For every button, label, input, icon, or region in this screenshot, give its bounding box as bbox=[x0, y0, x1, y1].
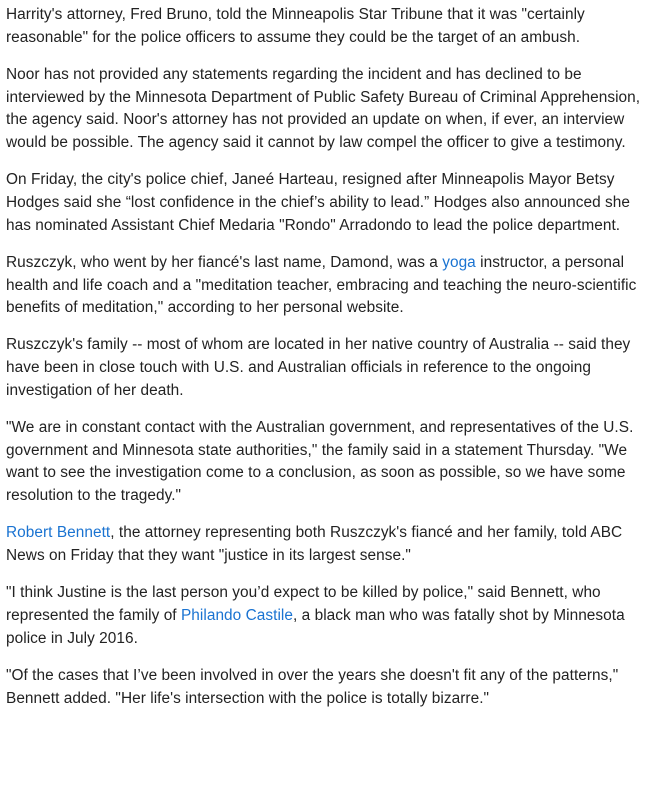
paragraph-bennett-quote bbox=[6, 582, 650, 650]
paragraph-text: , the attorney representing both Ruszczyk's fiancé and her family, told ABC News on Friday that they want "justice in its largest sense." bbox=[6, 524, 623, 565]
paragraph-text: "Of the cases that I’ve been involved in over the years she doesn't fit any of the patterns," Bennett added. "Her life's intersection with the police is totally bizarre." bbox=[6, 666, 619, 707]
paragraph-text: Noor has not provided any statements regarding the incident and has declined to be interviewed by the Minnesota Department of Public Safety Bureau of Criminal Apprehension, the agency said. Noor's attorney has not provided an update on when, if ever, an interview would be possible. The agency said it cannot by law compel the officer to give a testimony. bbox=[6, 65, 641, 152]
philando-castile-link[interactable]: Philando Castile bbox=[180, 606, 293, 624]
robert-bennett-link[interactable]: Robert Bennett bbox=[6, 524, 111, 542]
paragraph-text: Ruszczyk's family -- most of whom are located in her native country of Australia -- said they have been in close touch with U.S. and Australian officials in reference to the ongoing investigation of her death. bbox=[6, 336, 631, 399]
paragraph-text: Ruszczyk, who went by her fiancé's last name, Damond, was a bbox=[6, 253, 443, 271]
paragraph-text: "We are in constant contact with the Australian government, and representatives of the U.S. government and Minnesota state authorities," the family said in a statement Thursday. "We want to see the investigation come to a conclusion, as soon as possible, so we have some resolution to the tragedy." bbox=[6, 419, 634, 505]
paragraph-text: "I think Justine is the last person you’d expect to be killed by police," said Bennett, who represented the family of bbox=[6, 584, 601, 624]
paragraph-text: On Friday, the city's police chief, Janeé Harteau, resigned after Minneapolis Mayor Betsy Hodges said she “lost confidence in the chief’s ability to lead.” Hodges also announced she has nominated Assistant Chief Medaria "Rondo" Arradondo to lead the police department. bbox=[6, 171, 630, 234]
paragraph-family-statement bbox=[6, 417, 650, 508]
paragraph-text: instructor, a personal health and life coach and a "meditation teacher, embracing and teaching the neuro-scientific benefits of meditation," according to her personal website. bbox=[6, 253, 637, 317]
yoga-link[interactable]: yoga bbox=[442, 253, 476, 271]
paragraph-family-australia bbox=[6, 334, 650, 402]
paragraph-attorney-bruno bbox=[6, 4, 650, 49]
paragraph-text: Harrity's attorney, Fred Bruno, told the Minneapolis Star Tribune that it was "certainly reasonable" for the police officers to assume they could be the target of an ambush. bbox=[6, 6, 585, 46]
paragraph-text: , a black man who was fatally shot by Minnesota police in July 2016. bbox=[6, 606, 625, 647]
paragraph-robert-bennett bbox=[6, 522, 650, 567]
paragraph-bennett-added bbox=[6, 665, 650, 710]
paragraph-ruszczyk-yoga bbox=[6, 252, 650, 320]
paragraph-police-chief-resigned bbox=[6, 169, 650, 237]
paragraph-noor-statements bbox=[6, 64, 650, 155]
